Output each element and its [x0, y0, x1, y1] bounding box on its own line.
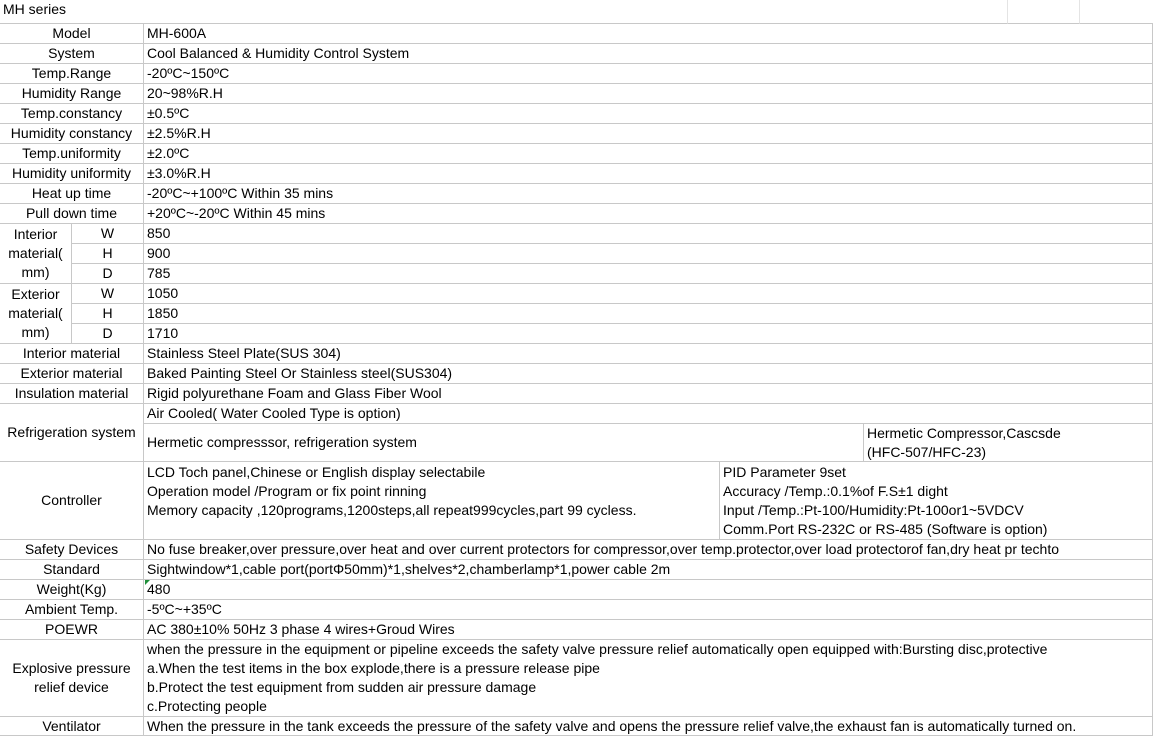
refrigeration-line1: Air Cooled( Water Cooled Type is option) — [144, 404, 1153, 424]
explosive-line: when the pressure in the equipment or pipeline exceeds the safety valve pressure relief automatically open equipped with:Bursting disc,protective — [147, 641, 1048, 657]
interior-h-value: 900 — [144, 244, 1153, 264]
humidity-uniformity-value: ±3.0%R.H — [144, 164, 1153, 184]
ventilator-value: When the pressure in the tank exceeds the pressure of the safety valve and opens the pressure relief valve,the exhaust fan is automatically turned on. — [144, 717, 1153, 736]
explosive-line: a.When the test items in the box explode,there is a pressure release pipe — [147, 660, 600, 676]
ambient-value: -5ºC~+35ºC — [144, 600, 1153, 620]
refrigeration-line2 — [144, 424, 864, 462]
system-value: Cool Balanced & Humidity Control System — [144, 44, 1153, 64]
exterior-h-value: 1850 — [144, 304, 1153, 324]
controller-right-line: Comm.Port RS-232C or RS-485 (Software is option) — [723, 521, 1048, 537]
temp-constancy-value: ±0.5ºC — [144, 104, 1153, 124]
ventilator-label: Ventilator — [0, 717, 144, 736]
explosive-content — [144, 640, 1153, 717]
cell-comment-marker — [145, 580, 150, 585]
weight-label: Weight(Kg) — [0, 580, 144, 600]
standard-value: Sightwindow*1,cable port(portΦ50mm)*1,shelves*2,chamberlamp*1,power cable 2m — [144, 560, 1153, 580]
exterior-dim-label-line: mm) — [21, 324, 50, 340]
humidity-constancy-value: ±2.5%R.H — [144, 124, 1153, 144]
pull-down-label: Pull down time — [0, 204, 144, 224]
pull-down-value: +20ºC~-20ºC Within 45 mins — [144, 204, 1153, 224]
ambient-label: Ambient Temp. — [0, 600, 144, 620]
interior-w-value: 850 — [144, 224, 1153, 244]
humidity-uniformity-label: Humidity uniformity — [0, 164, 144, 184]
empty-cell — [1008, 0, 1080, 24]
heat-up-label: Heat up time — [0, 184, 144, 204]
heat-up-value: -20ºC~+100ºC Within 35 mins — [144, 184, 1153, 204]
controller-right — [720, 462, 1153, 540]
refrigeration-compressor — [864, 424, 1153, 462]
power-label: POEWR — [0, 620, 144, 640]
humidity-constancy-label: Humidity constancy — [0, 124, 144, 144]
interior-dim-label-line: Interior — [13, 226, 58, 242]
standard-label: Standard — [0, 560, 144, 580]
power-value: AC 380±10% 50Hz 3 phase 4 wires+Groud Wires — [144, 620, 1153, 640]
refrigeration-label-text: Refrigeration system — [7, 424, 136, 440]
model-label: Model — [0, 24, 144, 44]
interior-w-axis: W — [72, 224, 144, 244]
safety-label: Safety Devices — [0, 540, 144, 560]
model-value: MH-600A — [144, 24, 1153, 44]
explosive-line: c.Protecting people — [147, 698, 267, 714]
controller-right-line: Input /Temp.:Pt-100/Humidity:Pt-100or1~5VDCV — [723, 502, 1024, 518]
controller-label-text: Controller — [41, 492, 102, 508]
exterior-material-label: Exterior material — [0, 364, 144, 384]
explosive-label — [0, 640, 144, 717]
interior-dim-label-line: mm) — [21, 264, 50, 280]
interior-d-value: 785 — [144, 264, 1153, 284]
controller-left-line: Memory capacity ,120programs,1200steps,all repeat999cycles,part 99 cycless. — [147, 502, 637, 518]
controller-left — [144, 462, 720, 540]
explosive-line: b.Protect the test equipment from sudden air pressure damage — [147, 679, 537, 695]
controller-left-line: LCD Toch panel,Chinese or English display selectabile — [147, 464, 486, 480]
system-label: System — [0, 44, 144, 64]
controller-right-line: Accuracy /Temp.:0.1%of F.S±1 dight — [723, 483, 948, 499]
explosive-label-line: relief device — [34, 679, 109, 695]
exterior-d-axis: D — [72, 324, 144, 344]
weight-value: 480 — [144, 580, 1153, 600]
refrigeration-label — [0, 404, 144, 462]
exterior-w-value: 1050 — [144, 284, 1153, 304]
temp-range-label: Temp.Range — [0, 64, 144, 84]
temp-uniformity-value: ±2.0ºC — [144, 144, 1153, 164]
interior-material-value: Stainless Steel Plate(SUS 304) — [144, 344, 1153, 364]
temp-range-value: -20ºC~150ºC — [144, 64, 1153, 84]
refrigeration-compressor-line: Hermetic Compressor,Cascsde — [867, 424, 1061, 441]
humidity-range-label: Humidity Range — [0, 84, 144, 104]
insulation-material-label: Insulation material — [0, 384, 144, 404]
interior-h-axis: H — [72, 244, 144, 264]
interior-d-axis: D — [72, 264, 144, 284]
sheet-title-text: MH series — [3, 1, 67, 17]
insulation-material-value: Rigid polyurethane Foam and Glass Fiber Wool — [144, 384, 1153, 404]
exterior-dim-label — [0, 284, 72, 344]
temp-constancy-label: Temp.constancy — [0, 104, 144, 124]
temp-uniformity-label: Temp.uniformity — [0, 144, 144, 164]
controller-label — [0, 462, 144, 540]
interior-dim-label-line: material( — [8, 245, 63, 261]
controller-left-line: Operation model /Program or fix point rinning — [147, 483, 427, 499]
controller-right-line: PID Parameter 9set — [723, 464, 846, 480]
sheet-title — [0, 0, 1008, 24]
humidity-range-value: 20~98%R.H — [144, 84, 1153, 104]
empty-cell — [1080, 0, 1153, 24]
exterior-dim-label-line: Exterior — [11, 286, 60, 302]
exterior-d-value: 1710 — [144, 324, 1153, 344]
exterior-dim-label-line: material( — [8, 305, 63, 321]
safety-value: No fuse breaker,over pressure,over heat and over current protectors for compressor,over temp.protector,over load protectorof fan,dry heat pr techto — [144, 540, 1153, 560]
exterior-w-axis: W — [72, 284, 144, 304]
interior-material-label: Interior material — [0, 344, 144, 364]
exterior-material-value: Baked Painting Steel Or Stainless steel(SUS304) — [144, 364, 1153, 384]
refrigeration-line2-text: Hermetic compresssor, refrigeration system — [147, 434, 417, 450]
explosive-label-line: Explosive pressure — [12, 660, 131, 676]
interior-dim-label — [0, 224, 72, 284]
exterior-h-axis: H — [72, 304, 144, 324]
refrigeration-compressor-line: (HFC-507/HFC-23) — [867, 443, 987, 460]
